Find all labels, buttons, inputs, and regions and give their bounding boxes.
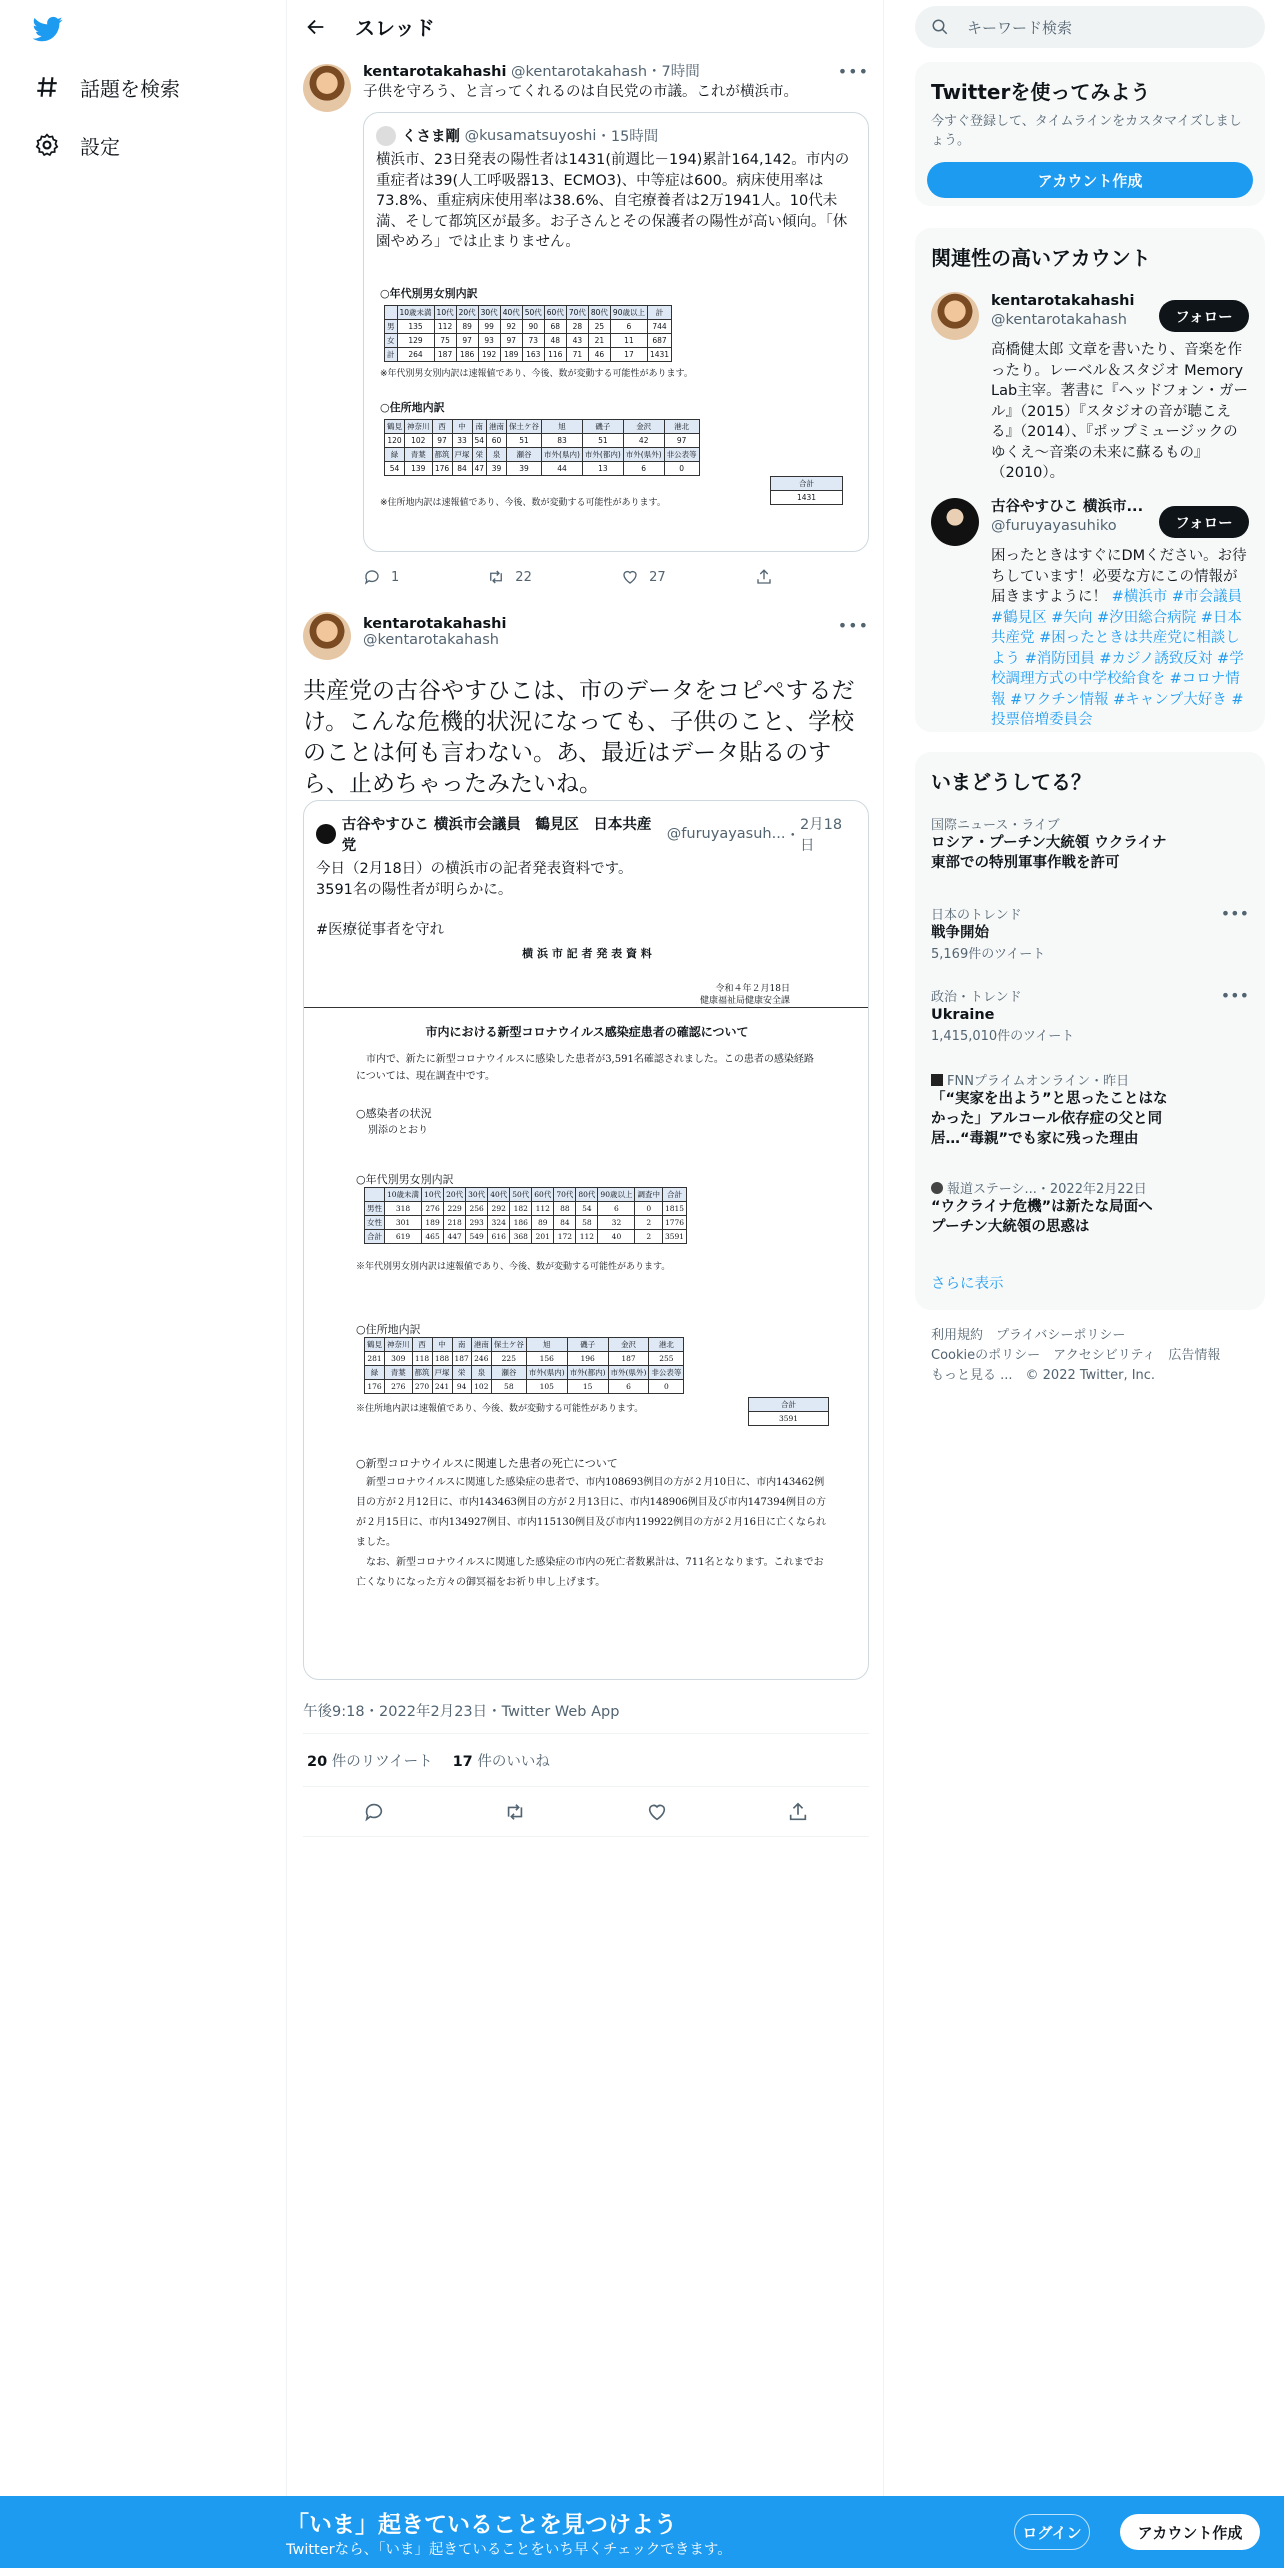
left-nav: [0, 0, 286, 2568]
heart-icon[interactable]: [646, 1801, 668, 1823]
account-bio: 困ったときはすぐにDMください。お待ちしています！必要な方にこの情報が届きますように！ #横浜市 #市会議員 #鶴見区 #矢向 #汐田総合病院 #日本共産党 #困ったときは共産党に相談しよう #消防団員 #カジノ誘致反対 #学校調理方式の中学校給食を #コロナ情報 #ワクチン情報 #キャンプ大好き #投票倍増委員会: [991, 548, 1247, 728]
quote-author-handle: @furuyayasuh...: [666, 826, 786, 842]
author-name[interactable]: kentarotakahashi: [363, 64, 507, 80]
footer-link[interactable]: もっと見る ... © 2022 Twitter, Inc.: [931, 1368, 1156, 1383]
tweet-time[interactable]: 7時間: [661, 64, 700, 80]
reply-button[interactable]: 1: [363, 568, 487, 586]
author-handle[interactable]: @kentarotakahash: [363, 632, 499, 648]
signup-card: [915, 62, 1265, 206]
doc-section: ○感染者の状況: [356, 1107, 432, 1120]
nav-settings-label: 設定: [80, 134, 120, 159]
doc-divider: [304, 1007, 869, 1008]
retweet-icon: [487, 568, 505, 586]
account-bio: 高橋健太郎 文章を書いたり、音楽を作ったり。レーベル＆スタジオ Memory Lab主宰。著書に『ヘッドフォン・ガール』（2015）『スタジオの音が聴こえる』（2014）、『ポップミュージックのゆくえ〜音楽の未来に蘇るもの』（2010）。: [991, 342, 1249, 481]
news-logo-icon: [931, 1182, 943, 1194]
reply-icon[interactable]: [363, 1801, 385, 1823]
tweet-1-actions: [363, 568, 783, 586]
doc-title: 横 浜 市 記 者 発 表 資 料: [522, 947, 652, 960]
footer-links: [931, 1326, 1261, 1386]
more-icon[interactable]: •••: [1220, 904, 1249, 923]
reply-icon: [363, 568, 381, 586]
area-table: [384, 419, 700, 476]
related-accounts-card: [915, 228, 1265, 732]
footer-link[interactable]: Cookieのポリシー アクセシビリティ 広告情報: [931, 1348, 1221, 1363]
search-placeholder: キーワード検索: [967, 18, 1073, 37]
quote-time: 15時間: [610, 129, 659, 145]
gear-icon: [34, 132, 60, 158]
avatar[interactable]: [931, 498, 979, 546]
thread-header: [287, 0, 885, 53]
area-note: ※住所地内訳は速報値であり、今後、数が変動する可能性があります。: [380, 498, 666, 508]
table-row: 281 309 118 188 187 246 225 156 196 187 255: [365, 1352, 684, 1366]
area-total-table: 合計 1431: [770, 476, 843, 505]
account-name: 古谷やすひこ 横浜市...: [991, 499, 1144, 515]
tweet-1-header: kentarotakahashi @kentarotakahash・7時間: [363, 64, 700, 80]
trend-item[interactable]: 政治・トレンド Ukraine 1,415,010件のツイート •••: [931, 986, 1249, 1044]
doc-paragraph: 新型コロナウイルスに関連した感染症の患者で、市内108693例目の方が２月10日に、市内143462例目の方が２月12日に、市内143463例目の方が２月13日に、市内148906例目及び市内147394例目の方が２月15日に、市内134927例目、市内115130例目及び市内119922例目の方が２月16日に亡くなられました。: [356, 1477, 826, 1548]
account-handle: @furuyayasuhiko: [991, 518, 1117, 534]
table-row: 女 129 75 97 93 97 73 48 43 21 11 687: [385, 334, 672, 348]
follow-button[interactable]: フォロー: [1159, 300, 1249, 332]
share-icon[interactable]: [787, 1801, 809, 1823]
avatar: [316, 824, 336, 844]
table-row: 鶴見 神奈川 西 中 南 港南 保土ケ谷 旭 磯子 金沢 港北: [385, 420, 700, 434]
nav-settings[interactable]: [34, 123, 120, 167]
create-account-button[interactable]: アカウント作成: [927, 162, 1253, 198]
table-header-row: 10歳未満 10代 20代 30代 40代 50代 60代 70代 80代 90歳以上 計: [385, 306, 672, 320]
retweet-icon[interactable]: [504, 1801, 526, 1823]
avatar[interactable]: [303, 64, 351, 112]
trend-item[interactable]: FNNプライムオンライン・昨日 「“実家を出よう”と思ったことはなかった」アルコール依存症の父と同居…“毒親”でも家に残った理由: [931, 1074, 1168, 1147]
avatar[interactable]: [303, 612, 351, 660]
retweet-button[interactable]: 22: [487, 568, 621, 586]
retweet-count[interactable]: 20 件のリツイート: [307, 1753, 433, 1770]
age-table: [364, 1187, 687, 1244]
quote-text: 今日（2月18日）の横浜市の記者発表資料です。 3591名の陽性者が明らかに。 #医療従事者を守れ: [304, 855, 868, 941]
table-row: 男性 318 276 229 256 292 182 112 88 54 6 0 1815: [365, 1202, 687, 1216]
tweet-1-body: [363, 62, 869, 585]
area-table: [364, 1337, 684, 1394]
doc-section: ○住所地内訳: [356, 1323, 421, 1336]
quote-author-name: 古谷やすひこ 横浜市会議員 鶴見区 日本共産党: [341, 817, 652, 854]
trend-item[interactable]: 日本のトレンド 戦争開始 5,169件のツイート •••: [931, 904, 1249, 962]
area-note: ※住所地内訳は速報値であり、今後、数が変動する可能性があります。: [356, 1404, 644, 1414]
search-input[interactable]: [915, 6, 1265, 48]
table-row: 女性 301 189 218 293 324 186 89 84 58 32 2 1776: [365, 1216, 687, 1230]
tweet-2-author: [363, 616, 506, 648]
bottom-title: 「いま」起きていることを見つけよう: [286, 2512, 677, 2538]
tweet-2-text: 共産党の古谷やすひこは、市のデータをコピペするだけ。こんな危機的状況になっても、子供のこと、学校のことは何も言わない。あ、最近はデータ貼るのすら、止めちゃったみたいね。: [303, 678, 855, 797]
trends-card: [915, 752, 1265, 1310]
trend-item[interactable]: 国際ニュース・ライブ ロシア・プーチン大統領 ウクライナ東部での特別軍事作戦を許可: [931, 818, 1167, 871]
doc-dept: 健康福祉局健康安全課: [699, 996, 790, 1006]
table-row: 120 102 97 33 54 60 51 83 51 42 97: [385, 434, 700, 448]
quoted-tweet[interactable]: [303, 800, 869, 1680]
avatar[interactable]: [931, 292, 979, 340]
twitter-logo-icon[interactable]: [30, 14, 66, 44]
nav-explore[interactable]: [34, 65, 180, 109]
footer-link[interactable]: 利用規約 プライバシーポリシー: [931, 1328, 1126, 1343]
table-header-row: 10歳未満 10代 20代 30代 40代 50代 60代 70代 80代 90歳以上 調査中 合計: [365, 1188, 687, 1202]
quote-text: 横浜市、23日発表の陽性者は1431(前週比－194)累計164,142。市内の重症者は39(人工呼吸器13、ECMO3)、中等症は600。病床使用率は73.8%、重症病床使用率は38.6%、自宅療養者は2万1941人。10代未満、そして都筑区が最多。お子さんとその保護者の陽性が高い傾向。「休園やめろ」では止まりません。: [376, 152, 850, 250]
heart-icon: [621, 568, 639, 586]
quote-time: 2月18日: [799, 817, 843, 854]
quote-image-table: [380, 281, 850, 508]
more-icon[interactable]: •••: [1220, 986, 1249, 1005]
table-row: 男 135 112 89 99 92 90 68 28 25 6 744: [385, 320, 672, 334]
doc-heading: 市内における新型コロナウイルス感染症患者の確認について: [425, 1025, 749, 1039]
doc-paragraph: なお、新型コロナウイルスに関連した感染症の市内の死亡者数累計は、711名となります。これまでお亡くなりになった方々の御冥福をお祈り申し上げます。: [356, 1557, 824, 1588]
quote-author-handle: @kusamatsuyoshi: [464, 127, 597, 144]
share-icon: [755, 568, 773, 586]
more-icon[interactable]: •••: [837, 62, 869, 81]
like-count[interactable]: 17 件のいいね: [452, 1753, 550, 1770]
trend-item[interactable]: 報道ステーシ...・2022年2月22日 “ウクライナ危機”は新たな局面へ プーチン大統領の思惑は: [931, 1182, 1153, 1235]
age-note: ※年代別男女別内訳は速報値であり、今後、数が変動する可能性があります。: [380, 369, 693, 379]
account-name: kentarotakahashi: [991, 293, 1135, 309]
tweet-meta[interactable]: 午後9:18・2022年2月23日・Twitter Web App: [303, 1704, 620, 1720]
signup-desc: 今すぐ登録して、タイムラインをカスタマイズしましょう。: [931, 114, 1242, 148]
account-handle: @kentarotakahash: [991, 312, 1127, 328]
avatar: [376, 126, 396, 146]
quote-author-name: くさま剛: [402, 129, 460, 145]
show-more-link[interactable]: さらに表示: [931, 1276, 1004, 1292]
author-handle[interactable]: @kentarotakahash: [511, 64, 648, 80]
age-title: ○年代別男女別内訳: [380, 287, 478, 300]
doc-section: ○新型コロナウイルスに関連した患者の死亡について: [356, 1457, 618, 1470]
quote-header: くさま剛 @kusamatsuyoshi ・ 15時間: [364, 113, 868, 146]
follow-button[interactable]: フォロー: [1159, 506, 1249, 538]
press-release-image: 横 浜 市 記 者 発 表 資 料 令和４年２月18日 健康福祉局健康安全課 市内における新型コロナウイルス感染症患者の確認について 市内で、新たに新型コロナウイルスに感染した患者が3,591名確認されました。この患者の感染経路については、現在調査中です。 ○感染者の状況 別添のとおり ○年代別男女別内訳 10歳未満 10代 20代 30代 40代 50代 60代 70代 80代 90歳以上 調査中 合計 男性 318 276 229 256 292 182 112 88 54 6 0 1815 女性 301 189 218 293 324 186 89 84 58 32 2 1776 合計 619 465 447 549 616 368 201 172 112 40 2 3591 ※年代別男女別内訳は速報値であり、今後、数が変動する可能性があります。 ○住所地内訳 鶴見 神奈川 西 中 南 港南 保土ケ谷 旭 磯子 金沢 港北 281 309 118 188 187 246 225 156 196 187 255 緑 青葉 都筑 戸塚 栄 泉 瀬谷 市外(県内) 市外(都内) 市外(県外) 非公表等 176 276 270 241 94 102 58 105 15 6 0 ※住所地内訳は速報値であり、今後、数が変動する可能性があります。 合計 3591 ○新型コロナウイルスに関連した患者の死亡について 新型コロナウイルスに関連した感染症の患者で、市内108693例目の方が２月10日に、市内143462例目の方が２月12日に、市内143463例目の方が２月13日に、市内148906例目及び市内147394例目の方が２月15日に、市内134927例目、市内115130例目及び市内119922例目の方が２月16日に亡くなられました。 なお、新型コロナウイルスに関連した感染症の市内の死亡者数累計は、711名となります。これまでお亡くなりになった方々の御冥福をお祈り申し上げます。: [304, 931, 869, 1680]
table-row: 176 276 270 241 94 102 58 105 15 6 0: [365, 1380, 684, 1394]
age-table: [384, 305, 672, 362]
main-column: [286, 0, 884, 2568]
bottom-signup-bar: [0, 2496, 1284, 2568]
signup-title: Twitterを使ってみよう: [931, 80, 1151, 104]
account-bio-hashtags[interactable]: #横浜市 #市会議員 #鶴見区 #矢向 #汐田総合病院 #日本共産党 #困ったときは共産党に相談しよう #消防団員 #カジノ誘致反対 #学校調理方式の中学校給食を #コロナ情報 #ワクチン情報 #キャンプ大好き #投票倍増委員会: [991, 589, 1244, 728]
like-button[interactable]: 27: [621, 568, 755, 586]
area-title: ○住所地内訳: [380, 401, 445, 414]
search-icon: [931, 18, 949, 36]
doc-section: ○年代別男女別内訳: [356, 1173, 454, 1186]
hashtag: #医療従事者を守れ: [316, 922, 445, 938]
author-name[interactable]: kentarotakahashi: [363, 616, 507, 632]
more-icon[interactable]: •••: [837, 616, 869, 635]
doc-date: 令和４年２月18日: [715, 984, 790, 994]
table-row: 緑 青葉 都筑 戸塚 栄 泉 瀬谷 市外(県内) 市外(都内) 市外(県外) 非公表等: [365, 1366, 684, 1380]
area-total-table: 合計 3591: [748, 1397, 829, 1426]
table-row: 54 139 176 84 47 39 39 44 13 6 0: [385, 462, 700, 476]
quoted-tweet[interactable]: [363, 112, 869, 552]
nav-explore-label: 話題を検索: [80, 76, 180, 101]
login-button[interactable]: ログイン: [1014, 2514, 1090, 2550]
quote-header: 古谷やすひこ 横浜市会議員 鶴見区 日本共産党 @furuyayasuh... ・ 2月18日: [304, 801, 868, 855]
age-note: ※年代別男女別内訳は速報値であり、今後、数が変動する可能性があります。: [356, 1262, 671, 1272]
signup-button[interactable]: アカウント作成: [1120, 2514, 1260, 2550]
trends-title: いまどうしてる？: [931, 770, 1091, 794]
table-row: 鶴見 神奈川 西 中 南 港南 保土ケ谷 旭 磯子 金沢 港北: [365, 1338, 684, 1352]
back-arrow-icon[interactable]: [305, 16, 327, 38]
table-row: 緑 青葉 都筑 戸塚 栄 泉 瀬谷 市外(県内) 市外(都内) 市外(県外) 非公表等: [385, 448, 700, 462]
hashtag-icon: [34, 74, 60, 100]
tweet-2-actions: [303, 1787, 869, 1837]
table-row: 計 264 187 186 192 189 163 116 71 46 17 1431: [385, 348, 672, 362]
related-title: 関連性の高いアカウント: [931, 246, 1151, 270]
tweet-stats: [303, 1733, 869, 1787]
share-button[interactable]: [755, 568, 783, 586]
doc-paragraph: 市内で、新たに新型コロナウイルスに感染した患者が3,591名確認されました。この患者の感染経路については、現在調査中です。: [356, 1054, 814, 1082]
table-row: 合計 619 465 447 549 616 368 201 172 112 40 2 3591: [365, 1230, 687, 1244]
bottom-subtitle: Twitterなら、「いま」起きていることをいち早くチェックできます。: [286, 2542, 732, 2558]
page-title: スレッド: [355, 16, 435, 40]
tweet-1-text: 子供を守ろう、と言ってくれるのは自民党の市議。これが横浜市。: [363, 84, 798, 100]
news-logo-icon: [931, 1074, 943, 1086]
